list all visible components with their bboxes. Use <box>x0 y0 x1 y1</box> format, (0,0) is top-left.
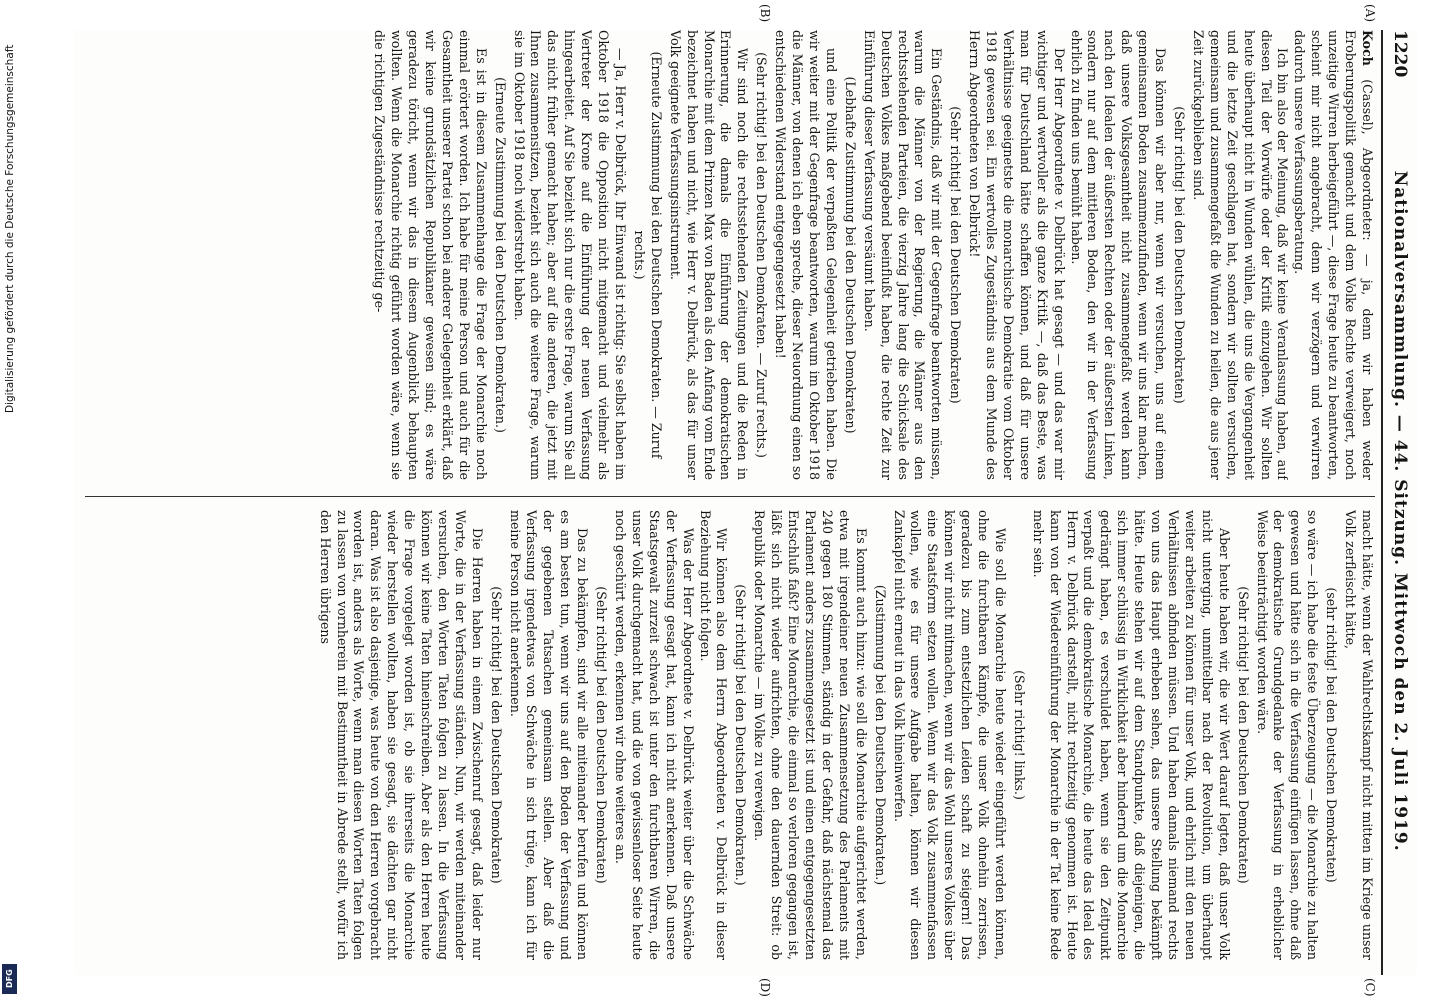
interjection: (Erneute Zustimmung bei den Deutschen Demokraten.) <box>492 77 508 433</box>
paragraph: und eine Politik der verpaßten Gelegenheit getrieben haben. Die wir weiter mit der Gegenfrage beantworten, warum im Oktober 1918 die Männer, von denen ich eben spreche, dieser Neuordnung einen so entschiedenen Widerstand entgegengesetzt haben! <box>773 30 839 480</box>
text-column-left <box>80 30 1375 480</box>
page-number: 1220 <box>1390 30 1410 78</box>
paragraph: Die Herren haben in einem Zwischenruf gesagt, daß leider nur Worte, die in der Verfassung ständen. Nun, wir werden miteinander versuchen, den Worten Taten folgen zu lassen. In die Verfassung können wir keine Taten hineinschreiben. Aber als den Herren heute die Frage vorgelegt worden ist, ob sie ihrerseits die Monarchie wieder herstellen wollten, haben sie gesagt, sie dächten gar nicht daran. Was ist also dasjenige, was heute von den Herren vorgebracht worden ist, anders als Worte, wenn man diesen Worten Taten folgen zu lassen von vornherein mit Bestimmtheit in Abrede stellt, wofür ich den Herren übrigens <box>317 510 485 960</box>
paragraph: Der Herr Abgeordnete v. Delbrück hat gesagt — und das war mir wichtiger und wertvoller als die ganze Kritik —, daß das Beste, was man für Deutschland hätte schaffen können, und daß für unsere Verhältnisse geeignetste die monarchische Demokratie vom Oktober 1918 gewesen sei. Ein wertvolles Zugeständnis aus dem Munde des Herrn Abgeordneten von Delbrück! <box>967 30 1067 480</box>
dfg-logo: DFG <box>2 964 17 994</box>
column-divider <box>85 496 1375 497</box>
interjection: (Sehr richtig! bei den Deutschen Demokraten) <box>488 586 504 884</box>
interjection: (Sehr richtig! bei den Deutschen Demokraten. — Zuruf rechts.) <box>754 52 770 458</box>
paragraph-text: (Cassel), Abgeordneter: — ja, denn wir haben weder Eroberungspolitik gemacht und dem Volke Rechte verweigert, noch unzeitige Wirren herbeigeführt —, diese Frage heute zu beantworten, scheint mir nicht angebracht, denn wir verzögern und verwirren dadurch unsere Verfassungsberatung. <box>1292 30 1375 480</box>
margin-marker-d: (D) <box>758 978 772 997</box>
interjection: (Sehr richtig! bei den Deutschen Demokraten) <box>1172 106 1188 404</box>
speaker-name: Koch <box>1360 30 1375 66</box>
paragraph: Wie soll die Monarchie heute wieder eingeführt werden können, ohne die furchtbaren Kämpfe, die unser Volk ohnehin zerrissen, geradezu bis zum entsetzlichen Leiden schaft zu steigern! Das können wir nicht mitmachen, wenn wir das Wohl unseres Volkes über eine Staatsform setzen wollen. Wenn wir das Volk zusammenfassen wollen, wie es für unsere Aufgabe halten, können wir diesen Zankapfel nicht erneut in das Volk hineinwerfen. <box>891 510 1008 960</box>
session-title: Nationalversammlung. — 44. Sitzung. Mittwoch den 2. Juli 1919. <box>1390 170 1410 852</box>
margin-marker-c: (C) <box>1363 978 1377 997</box>
paragraph: Es kommt auch hinzu: wie soll die Monarchie aufgerichtet werden, etwa mit irgendeiner neuen Zusammensetzung des Parlaments mit 240 gegen 180 Stimmen, ständig in der Gefahr, daß nächstemal das Parlament anders zusammengesetzt ist und einen entgegengesetzten Entschluß faßt? Eine Monarchie, die einmal so verloren gegangen ist, läßt sich nicht wieder aufrichten, ohne den dauernden Streit: ob Republik oder Monarchie — im Volke zu verewigen. <box>752 510 869 960</box>
paragraph: macht hätte, wenn der Wahlrechtskampf nicht mitten im Kriege unser Volk zerfleischt hätte, <box>1343 510 1375 960</box>
margin-marker-b: (B) <box>758 4 772 23</box>
paragraph: Wir sind noch die rechtsstehenden Zeitungen und die Reden in Erinnerung, die damals die Einführung der demokratischen Monarchie mit dem Prinzen Max von Baden als den Anfang vom Ende bezeichnet haben und nicht, wie Herr v. Delbrück, als das für unser Volk geeignete Verfassungsinstrument. <box>667 30 751 480</box>
paragraph: Wir können also dem Herrn Abgeordneten v. Delbrück in dieser Beziehung nicht folgen. <box>697 510 730 960</box>
text-column-right <box>80 510 1375 960</box>
paragraph: Aber heute haben wir, die wir Wert darauf legten, daß unser Volk nicht unterging, unmittelbar nach der Revolution, um überhaupt weiter arbeiten zu können für unser Volk, und ehrlich mit den neuen Verhältnissen abfinden müssen. Und haben damals niemand rechts von uns das Haupt erheben sehen, das unsere Stellung bekämpft hätte. Heute stehen wir auf dem Standpunkte, daß diejenigen, die sich immer schlüssig in Wirklichkeit aber hindernd um die Monarchie gedrängt haben, es verschuldet haben, wenn sie den Zeitpunkt verpaßt und die demokratische Monarchie, die heute das Ideal des Herrn v. Delbrück darstellt, nicht rechtzeitig genommen ist. Heute kann von der Wiedereinführung der Monarchie in der Tat keine Rede mehr sein. <box>1030 510 1232 960</box>
margin-marker-a: (A) <box>1363 4 1377 23</box>
interjection: (sehr richtig! bei den Deutschen Demokraten) <box>1324 587 1340 883</box>
interjection: (Sehr richtig! bei den Deutschen Demokraten) <box>948 106 964 404</box>
paragraph: Es ist in diesem Zusammenhange die Frage der Monarchie noch einmal erörtert worden. Ich habe für meine Person und auch für die Gesamtheit unserer Partei schon bei anderer Gelegenheit erklärt, daß wir keine grundsätzlichen Republikaner gewesen sind; es wäre geradezu töricht, wenn wir das in diesem Augenblick behaupten wollten. Wenn die Monarchie richtig geführt worden wäre, wenn sie die richtigen Zugeständnisse rechtzeitig ge- <box>372 30 489 480</box>
paragraph: Ein Geständnis, daß wir mit der Gegenfrage beantworten müssen, warum die Männer von der Regierung, die Männer aus den rechtsstehenden Parteien, die vierzig Jahre lang die Schicksale des Deutschen Volkes maßgebend beeinflußt haben, die rechte Zeit zur Einführung dieser Verfassung versäumt haben. <box>861 30 945 480</box>
paragraph <box>1290 30 1375 480</box>
interjection: (Sehr richtig! bei den Deutschen Demokraten) <box>1235 586 1251 884</box>
interjection: (Sehr richtig! links.) <box>1011 670 1027 800</box>
running-header <box>1381 30 1417 975</box>
paragraph: Ich bin also der Meinung, daß wir keine Veranlassung haben, auf diesen Teil der Vorwürfe oder der Kritik einzugehen. Wir sollten heute überhaupt nicht in Wunden wühlen, die uns die Vergangenheit und die letzte Zeit geschlagen hat, sondern wir sollten versuchen, gemeinsam und zusammengefaßt die Wunden zu heilen, die aus jener Zeit zurückgeblieben sind. <box>1190 30 1291 480</box>
paragraph: Das können wir aber nur, wenn wir versuchen, uns auf einem gemeinsamen Boden zusammenzufinden, wenn wir uns klar machen, daß unsere Volksgesamtheit nicht zusammengefaßt werden kann nach den Idealen der äußersten Rechten oder der äußersten Linken, sondern nur auf dem mittleren Boden, den wir in der Verfassung ehrlich zu finden uns bemüht haben. <box>1068 30 1169 480</box>
interjection: (Lebhafte Zustimmung bei den Deutschen Demokraten) <box>842 76 858 434</box>
digitization-credit: Digitalisierung gefördert durch die Deutsche Forschungsgemeinschaft <box>4 45 16 414</box>
paragraph: so wäre — ich habe die feste Überzeugung — die Monarchie zu halten gewesen und hätte sich in die Verfassung einfügen lassen, ohne daß der demokratische Grundgedanke der Verfassung in erheblicher Weise beeinträchtigt worden wäre. <box>1254 510 1321 960</box>
paragraph: Was der Herr Abgeordnete v. Delbrück weiter über die Schwäche der Verfassung gesagt hat, kann ich nicht anerkennen. Daß unsere Staatsgewalt zurzeit schwach ist unter den furchtbaren Wirren, die unser Volk durchgemacht hat, und die von gewissenloser Seite heute noch geschürt werden, erkennen wir ohne weiteres an. <box>613 510 696 960</box>
interjection: (Sehr richtig! bei den Deutschen Demokraten) <box>594 586 610 884</box>
interjection: (Zustimmung bei den Deutschen Demokraten.) <box>872 584 888 886</box>
interjection: (Sehr richtig! bei den Deutschen Demokraten.) <box>733 584 749 886</box>
paragraph: Das zu bekämpfen, sind wir alle miteinander berufen und können es am besten tun, wenn wir uns auf den Boden der Verfassung und der gegebenen Tatsachen gemeinsam stellen. Aber daß die Verfassung irgendetwas von Schwäche in sich trüge, kann ich für meine Person nicht anerkennen. <box>507 510 591 960</box>
interjection: (Erneute Zustimmung bei den Deutschen Demokraten. — Zuruf rechts.) <box>631 51 664 459</box>
paragraph: — Ja, Herr v. Delbrück, Ihr Einwand ist richtig: Sie selbst haben im Oktober 1918 die Opposition nicht mitgemacht und vielmehr als Vertreter der Krone auf die Einführung der neuen Verfassung hingearbeitet. Auf Sie bezieht sich nur die erste Frage, warum Sie all das nicht früher gemacht haben; aber auf die anderen, die jetzt mit Ihnen zusammensitzen, bezieht sich auch die weitere Frage, warum sie im Oktober 1918 noch widerstrebt haben. <box>511 30 629 480</box>
scanned-page <box>75 4 1417 997</box>
